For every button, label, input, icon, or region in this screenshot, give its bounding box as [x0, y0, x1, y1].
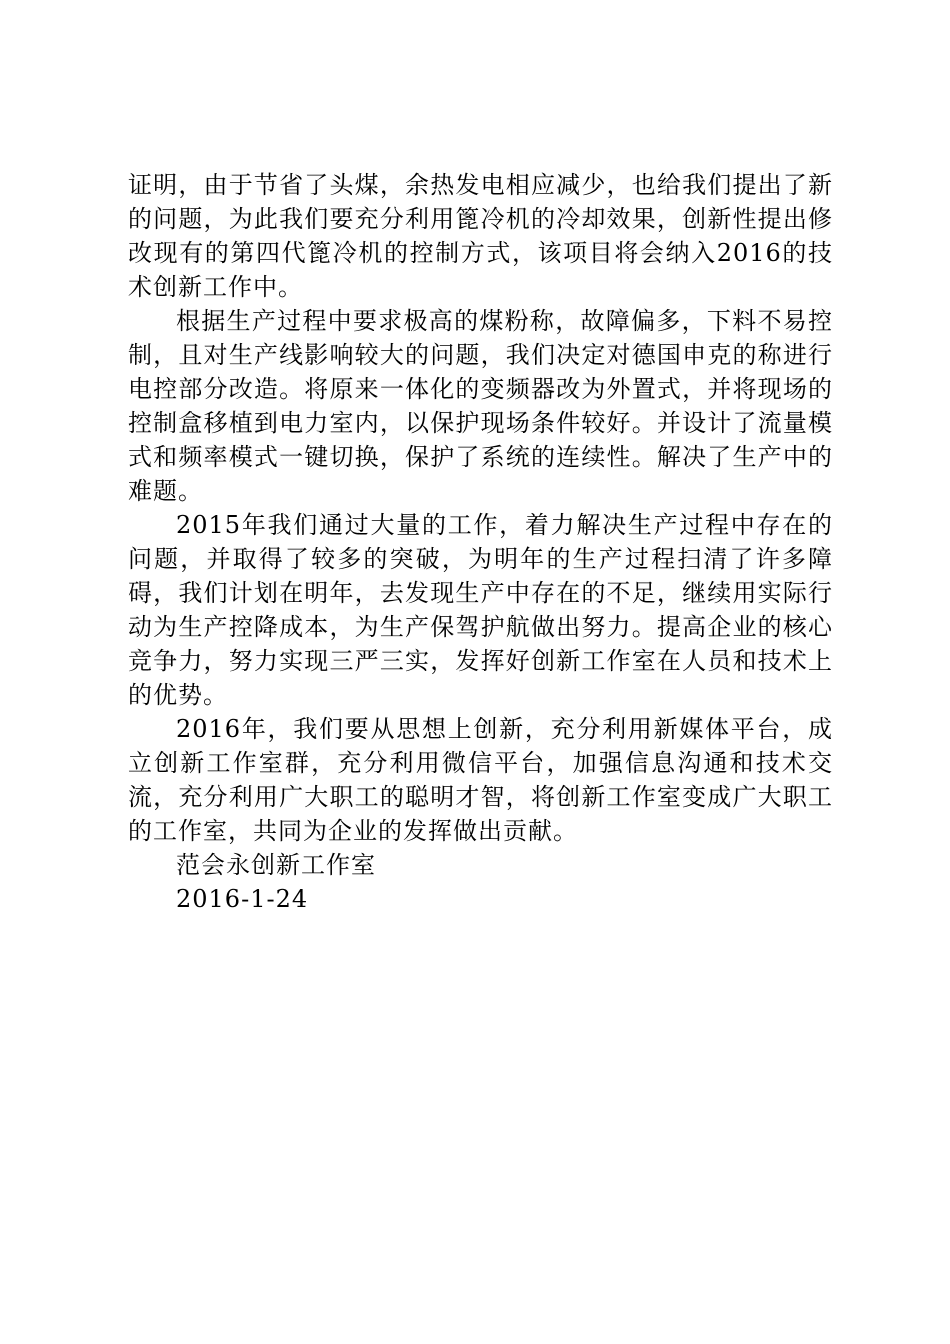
paragraph-2015-summary: 2015年我们通过大量的工作，着力解决生产过程中存在的问题，并取得了较多的突破，为明年的生产过程扫清了许多障碍，我们计划在明年，去发现生产中存在的不足，继续用实际行动为生产控降成本，为生产保驾护航做出努力。提高企业的核心竞争力，努力实现三严三实，发挥好创新工作室在人员和技术上的优势。 — [128, 511, 833, 709]
document-body — [128, 168, 833, 916]
paragraph-scale-retrofit: 根据生产过程中要求极高的煤粉称，故障偏多，下料不易控制，且对生产线影响较大的问题，我们决定对德国申克的称进行电控部分改造。将原来一体化的变频器改为外置式，并将现场的控制盒移植到电力室内，以保护现场条件较好。并设计了流量模式和频率模式一键切换，保护了系统的连续性。解决了生产中的难题。 — [128, 307, 833, 505]
paragraph-continuation: 证明，由于节省了头煤，余热发电相应减少，也给我们提出了新的问题，为此我们要充分利用篦冷机的冷却效果，创新性提出修改现有的第四代篦冷机的控制方式，该项目将会纳入2016的技术创新工作中。 — [128, 171, 833, 301]
paragraph-2016-plan: 2016年，我们要从思想上创新，充分利用新媒体平台，成立创新工作室群，充分利用微信平台，加强信息沟通和技术交流，充分利用广大职工的聪明才智，将创新工作室变成广大职工的工作室，共同为企业的发挥做出贡献。 — [128, 715, 833, 845]
signature: 范会永创新工作室 — [176, 851, 376, 879]
date: 2016-1-24 — [176, 885, 309, 913]
